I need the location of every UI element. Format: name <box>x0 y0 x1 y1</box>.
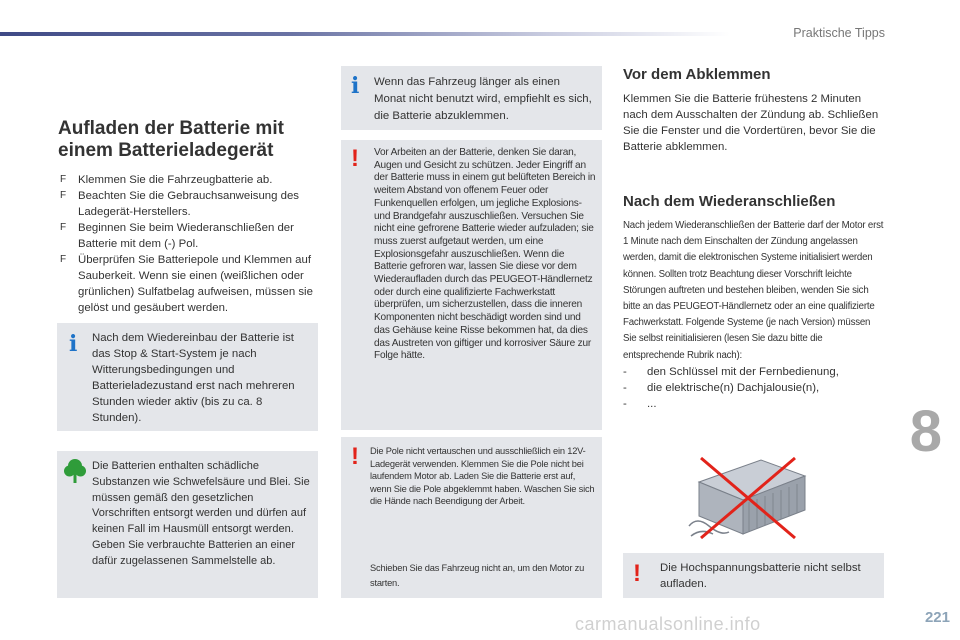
list-item: F Beginnen Sie beim Wiederanschließen der Batterie mit dem (-) Pol. <box>60 222 294 250</box>
warning-text-push: Schieben Sie das Fahrzeug nicht an, um den Motor zu starten. <box>370 563 585 588</box>
crossed-out-battery-icon <box>683 452 811 544</box>
list-item: - die elektrische(n) Dachjalousie(n), <box>623 381 820 394</box>
section-title: Praktische Tipps <box>793 26 885 40</box>
header-bar <box>0 32 730 36</box>
before-title: Vor dem Abklemmen <box>623 66 771 83</box>
before-text: Klemmen Sie die Batterie frühestens 2 Minuten nach dem Ausschalten der Zündung ab. Schließen Sie die Fenster und die Vordertüren, bevor Sie die Batterie abklemmen. <box>623 93 879 153</box>
info-text: Wenn das Fahrzeug länger als einen Monat nicht benutzt wird, empfiehlt es sich, die Batterie abzuklemmen. <box>374 76 592 122</box>
info-icon: i <box>351 73 360 99</box>
warning-text: Die Hochspannungsbatterie nicht selbst aufladen. <box>660 562 861 590</box>
eco-tree-icon <box>64 458 86 489</box>
warning-box-work <box>341 140 602 430</box>
list-item: F Beachten Sie die Gebrauchsanweisung des Ladegerät-Herstellers. <box>60 190 299 218</box>
info-box-stop-start <box>57 323 318 431</box>
charging-section <box>58 118 320 316</box>
before-disconnect-section <box>623 66 885 155</box>
info-icon: i <box>69 331 78 357</box>
warning-text: Die Pole nicht vertauschen und ausschließlich ein 12V-Ladegerät verwenden. Klemmen Sie die Pole nicht bei laufendem Motor ab. Laden Sie die Batterie erst auf, wenn Sie die Pole abgeklemmt haben. Waschen Sie sich die Hände nach Beendigung der Arbeit. <box>370 446 595 507</box>
after-reconnect-section <box>623 193 885 412</box>
warning-icon: ! <box>633 560 641 587</box>
list-item: F Überprüfen Sie Batteriepole und Klemmen auf Sauberkeit. Wenn sie einen (weißlichen oder grünlichen) Sulfatbelag aufweisen, müssen sie gelöst und gesäubert werden. <box>60 254 313 314</box>
after-text: Nach jedem Wiederanschließen der Batterie darf der Motor erst 1 Minute nach dem Einschalten der Zündung angelassen werden, damit die elektronischen Systeme initialisiert werden können. Sollten trotz Beachtung dieser Vorschrift leichte Störungen auftreten und bestehen bleiben, wenden Sie sich bitte an das PEUGEOT-Händlernetz oder an eine qualifizierte Fachwerkstatt. Folgende Systeme (je nach Version) müssen Sie selbst reinitialisieren (lesen Sie dazu bitte die entsprechende Rubrik nach): <box>623 220 884 361</box>
bullet-icon: F <box>60 254 67 265</box>
warning-box-poles <box>341 437 602 598</box>
eco-box <box>57 451 318 598</box>
after-title: Nach dem Wiederanschließen <box>623 193 836 210</box>
list-item: - den Schlüssel mit der Fernbedienung, <box>623 365 839 378</box>
bullet-icon: F <box>60 190 67 201</box>
watermark: carmanualsonline.info <box>575 614 761 634</box>
warning-box-hybrid <box>623 553 884 598</box>
warning-text: Vor Arbeiten an der Batterie, denken Sie daran, Augen und Gesicht zu schützen. Jeder Eingriff an der Batterie muss in einem gut belüfteten Bereich in weitem Abstand von offenem Feuer oder Funkenquellen erfolgen, um jegliche Explosions- und Brandgefahr auszuschließen. Versuchen Sie nicht eine gefrorene Batterie wieder aufzuladen; sie muss zuerst aufgetaut werden, um eine Explosionsgefahr auszuschließen. Wenn die Batterie gefroren war, lassen Sie diese vor dem Wiederaufladen durch das PEUGEOT-Händlernetz oder durch eine qualifizierte Fachwerkstatt überprüfen, um sicherzustellen, dass die inneren Komponenten nicht beschädigt worden sind und das Gehäuse keine Risse bekommen hat, da dies das Austreten von giftiger und korrosiver Säure zur Folge hätte. <box>374 147 596 362</box>
warning-icon: ! <box>351 443 359 470</box>
chapter-number: 8 <box>909 399 942 464</box>
bullet-icon: F <box>60 174 67 185</box>
charging-title: Aufladen der Batterie mit einem Batterieladegerät <box>58 118 284 161</box>
info-box-long-stop <box>341 66 602 130</box>
eco-text: Die Batterien enthalten schädliche Substanzen wie Schwefelsäure und Blei. Sie müssen gemäß den gesetzlichen Vorschriften entsorgt werden und dürfen auf keinen Fall im Hausmüll entsorgt werden. Geben Sie verbrauchte Batterien an einer dafür zugelassenen Sammelstelle ab. <box>92 460 310 567</box>
warning-icon: ! <box>351 145 359 172</box>
list-item: - ... <box>623 397 657 410</box>
info-text: Nach dem Wiedereinbau der Batterie ist das Stop & Start-System je nach Witterungsbedingungen und Batterieladezustand erst nach mehreren Stunden wieder aktiv (bis zu ca. 8 Stunden). <box>92 332 295 424</box>
reinit-list <box>623 364 885 412</box>
charging-steps <box>58 172 320 316</box>
list-item: F Klemmen Sie die Fahrzeugbatterie ab. <box>60 174 273 186</box>
bullet-icon: F <box>60 222 67 233</box>
page-number: 221 <box>924 609 950 626</box>
